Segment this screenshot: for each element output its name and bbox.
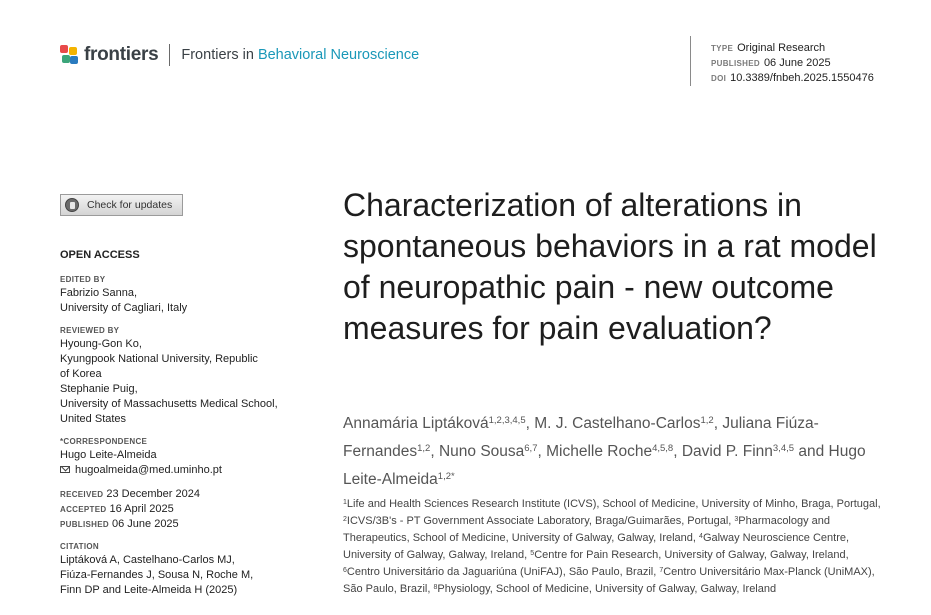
affiliation-text: Pharmacology and Therapeutics, School of Medicine, University of Galway, Galway, Ireland, (343, 515, 831, 544)
author-separator: , (430, 443, 439, 460)
reviewer-affiliation: of Korea (60, 368, 102, 380)
reviewer-name: Stephanie Puig, (60, 383, 138, 395)
doi-link[interactable]: 10.3389/fnbeh.2025.1550476 (730, 72, 874, 84)
reviewer-affiliation: University of Massachusetts Medical School, (60, 398, 278, 410)
crossmark-icon (65, 198, 79, 212)
author-name[interactable]: Juliana Fiúza-Fernandes (343, 415, 819, 460)
citation-text: Finn DP and Leite-Almeida H (2025) (60, 584, 238, 596)
author-separator: , (713, 415, 723, 432)
author-list (343, 408, 903, 492)
affiliation-text: Centre for Pain Research, University of Galway, Galway, Ireland, (534, 549, 849, 561)
affiliation-number: 2 (343, 516, 347, 523)
affiliation-text: Physiology, School of Medicine, University of Galway, Galway, Ireland (437, 583, 777, 595)
affiliations (343, 495, 888, 597)
affiliation-number: 4 (699, 533, 703, 540)
journal-prefix: Frontiers in (181, 47, 254, 63)
editor-name: Fabrizio Sanna, (60, 287, 138, 299)
accepted-label: ACCEPTED (60, 505, 107, 514)
citation-label: CITATION (60, 542, 99, 551)
affiliation-text: Centro Universitário da Jaguariúna (UniFAJ), São Paulo, Brazil, (346, 566, 660, 578)
envelope-icon (60, 466, 70, 473)
author-name[interactable]: David P. Finn (681, 443, 773, 460)
header-divider (169, 44, 170, 66)
type-label: TYPE (711, 44, 734, 53)
correspondence-label: *CORRESPONDENCE (60, 437, 148, 446)
author-name[interactable]: Annamária Liptáková (343, 415, 489, 432)
edited-by-section (60, 274, 310, 316)
check-for-updates-button[interactable] (60, 194, 183, 216)
author-name[interactable]: Michelle Roche (546, 443, 653, 460)
author-affiliation-marker: 1,2 (700, 415, 714, 426)
citation-text: Fiúza-Fernandes J, Sousa N, Roche M, (60, 569, 254, 581)
journal-name: Behavioral Neuroscience (257, 47, 420, 63)
article-meta (711, 41, 874, 86)
author-affiliation-marker: 3,4,5 (772, 443, 795, 454)
affiliation-number: 8 (433, 584, 438, 591)
doi-label: DOI (711, 74, 727, 83)
check-for-updates-label: Check for updates (87, 199, 173, 211)
article-sidebar (60, 248, 310, 607)
author-affiliation-marker: 1,2* (437, 471, 455, 482)
affiliation-number: 7 (659, 567, 664, 574)
accepted-date: 16 April 2025 (109, 503, 174, 515)
affiliation-number: 1 (343, 499, 347, 506)
citation-text: Liptáková A, Castelhano-Carlos MJ, (60, 554, 235, 566)
citation-section (60, 541, 310, 598)
received-date: 23 December 2024 (106, 488, 200, 500)
published-label: PUBLISHED (60, 520, 109, 529)
affiliation-text: Galway Neuroscience Centre, University of Galway, Galway, Ireland, (343, 532, 850, 561)
affiliation-text: Centro Universitário Max-Planck (UniMAX), São Paulo, Brazil, (343, 566, 875, 595)
article-title: Characterization of alterations in spontaneous behaviors in a rat model of neuropathic pain - new outcome measures for pain evaluation? (343, 187, 877, 346)
frontiers-logo[interactable] (60, 44, 158, 66)
open-access-label: OPEN ACCESS (60, 249, 140, 261)
reviewer-name: Hyoung-Gon Ko, (60, 338, 142, 350)
author-separator: and (794, 443, 829, 460)
dates-section (60, 487, 310, 532)
received-label: RECEIVED (60, 490, 104, 499)
author-affiliation-marker: 1,2,3,4,5 (488, 415, 526, 426)
frontiers-logo-icon (60, 45, 80, 65)
affiliation-number: 5 (530, 550, 535, 557)
affiliation-number: 6 (343, 567, 347, 574)
correspondence-name: Hugo Leite-Almeida (60, 449, 157, 461)
author-name[interactable]: M. J. Castelhano-Carlos (534, 415, 701, 432)
published-value: 06 June 2025 (763, 57, 831, 69)
affiliation-text: Life and Health Sciences Research Institute (ICVS), School of Medicine, University of Minho, Braga, Portugal, (346, 498, 881, 510)
meta-divider (690, 36, 691, 86)
author-separator: , (673, 443, 682, 460)
reviewer-affiliation: United States (60, 413, 127, 425)
author-name[interactable]: Nuno Sousa (438, 443, 525, 460)
author-affiliation-marker: 6,7 (524, 443, 538, 454)
reviewed-by-section (60, 325, 310, 427)
author-affiliation-marker: 4,5,8 (652, 443, 674, 454)
journal-header (60, 40, 419, 70)
author-separator: , (537, 443, 547, 460)
correspondence-email-link[interactable]: hugoalmeida@med.uminho.pt (75, 464, 222, 476)
published-label: PUBLISHED (711, 59, 760, 68)
author-separator: , (525, 415, 535, 432)
journal-title[interactable] (181, 47, 419, 63)
reviewer-affiliation: Kyungpook National University, Republic (60, 353, 258, 365)
affiliation-number: 3 (734, 516, 739, 523)
editor-affiliation: University of Cagliari, Italy (60, 302, 188, 314)
logo-wordmark: frontiers (84, 44, 159, 65)
author-name[interactable]: Hugo Leite-Almeida (343, 443, 866, 488)
reviewed-by-label: REVIEWED BY (60, 326, 120, 335)
affiliation-text: ICVS/3B's - PT Government Associate Laboratory, Braga/Guimarães, Portugal, (346, 515, 735, 527)
type-value: Original Research (737, 42, 826, 54)
correspondence-section (60, 436, 310, 478)
edited-by-label: EDITED BY (60, 275, 106, 284)
author-affiliation-marker: 1,2 (417, 443, 431, 454)
correspondence-email-row (60, 463, 310, 478)
published-date: 06 June 2025 (112, 518, 179, 530)
